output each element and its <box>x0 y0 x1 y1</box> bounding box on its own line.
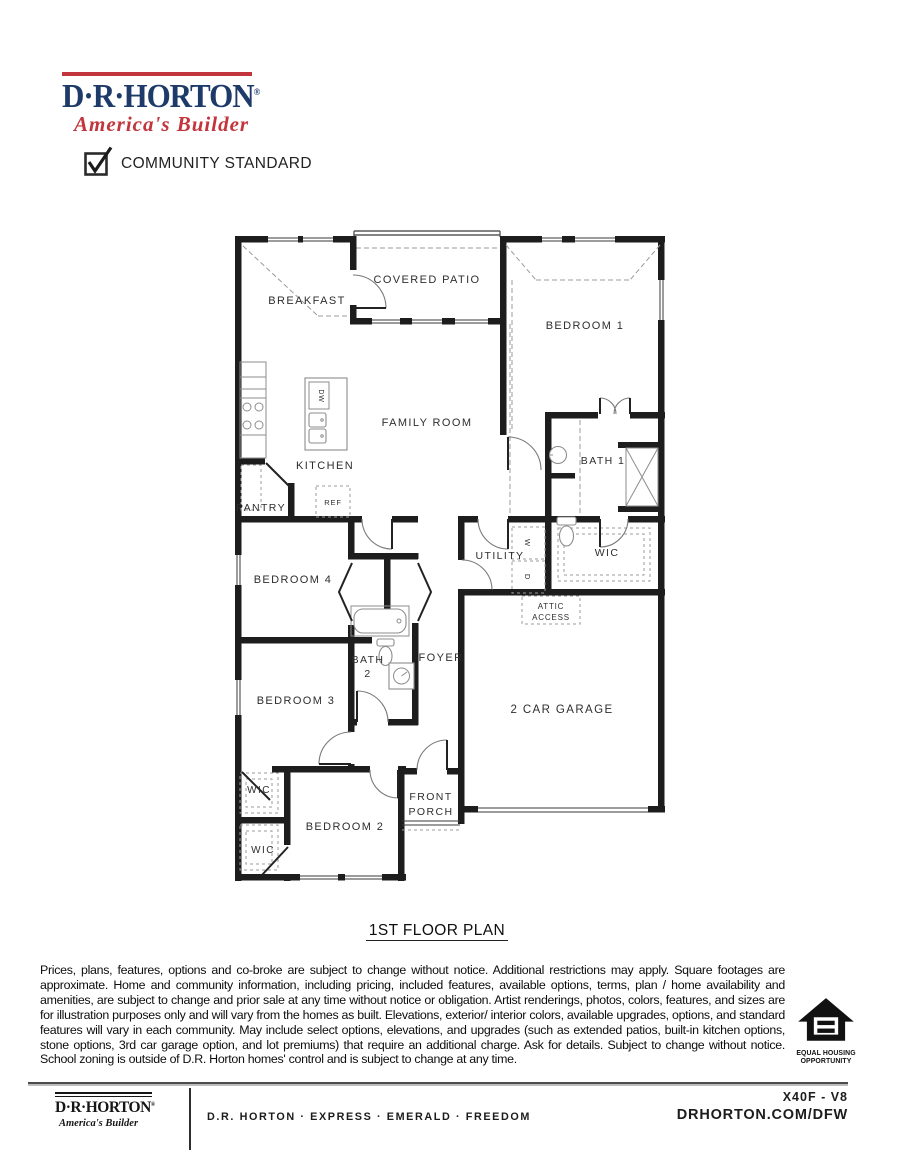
label-attic-access-1: ATTIC <box>537 602 565 611</box>
footer-logo-tagline: America's Builder <box>59 1118 139 1129</box>
checked-checkbox-icon <box>84 146 114 176</box>
room-label-utility: UTILITY <box>475 550 525 562</box>
equal-housing-caption-1: EQUAL HOUSING <box>796 1050 856 1057</box>
registered-mark: ® <box>253 86 261 98</box>
footer-drhorton-logo <box>55 1092 175 1129</box>
room-label-bath-1: BATH 1 <box>580 455 626 467</box>
bath2-fixtures <box>351 606 414 689</box>
room-label-covered-patio: COVERED PATIO <box>373 274 481 286</box>
room-label-bedroom-4: BEDROOM 4 <box>253 574 333 586</box>
community-standard-row <box>84 146 312 176</box>
room-label-bedroom-2: BEDROOM 2 <box>305 821 385 833</box>
footer-logo-line <box>55 1092 152 1094</box>
plan-title: 1ST FLOOR PLAN <box>0 922 874 940</box>
room-label-pantry: PANTRY <box>235 502 287 514</box>
room-label-front-porch-1: FRONT <box>409 791 453 803</box>
plan-code: X40F - V8 <box>782 1090 848 1104</box>
room-label-bath-2-line1: BATH <box>351 654 385 666</box>
room-label-wic-bottom: WIC <box>251 845 275 856</box>
label-washer: W <box>523 539 532 547</box>
porch-steps <box>402 821 460 830</box>
equal-housing-house-icon <box>793 993 859 1045</box>
room-label-wic-right: WIC <box>594 547 620 559</box>
kitchen-counter-stove <box>240 362 266 458</box>
room-label-bedroom-1: BEDROOM 1 <box>545 320 625 332</box>
label-ref: REF <box>324 498 342 507</box>
room-label-garage: 2 CAR GARAGE <box>510 704 614 716</box>
disclaimer-text: Prices, plans, features, options and co-broke are subject to change without notice. Additional restrictions may apply. Square footages are approximate. Home and community information, including pricing, included features, available options, terms, plan / home availability and amenities, are subject to change and prior sale at any time without notice or obligation. Artist renderings, photos, colors, features, and sizes are for illustration purposes only and will vary from the homes as built. Elevations, exterior/ interior colors, available upgrades, options, and standard features will vary in each community. May include select options, elevations, and upgrades (such as extended patios, built-in kitchen options, stone options, 3rd car garage option, and lot premiums) that require an additional charge. Ask for details. Subject to change without notice. School zoning is outside of D.R. Horton homes' control and is subject to change at any time. <box>40 963 785 1067</box>
label-attic-access-2: ACCESS <box>532 613 570 622</box>
label-dryer: D <box>523 573 532 581</box>
room-label-breakfast: BREAKFAST <box>268 295 346 307</box>
room-label-bath-2-line2: 2 <box>364 668 372 680</box>
footer-vertical-divider <box>189 1088 191 1150</box>
logo-red-rule <box>62 72 252 76</box>
kitchen-island <box>305 378 347 450</box>
garage-door <box>478 808 648 812</box>
label-dw: DW <box>317 389 324 403</box>
patio-outline <box>354 231 500 248</box>
logo-tagline: America's Builder <box>74 111 250 136</box>
footer-logo-line2 <box>55 1096 152 1097</box>
website-url: DRHORTON.COM/DFW <box>676 1107 848 1123</box>
room-label-bedroom-3: BEDROOM 3 <box>256 695 336 707</box>
room-label-kitchen: KITCHEN <box>295 460 355 472</box>
footer-brands-line: D.R. HORTON · EXPRESS · EMERALD · FREEDOM <box>207 1111 531 1123</box>
floor-plan <box>0 225 900 895</box>
footer-divider-rule <box>28 1082 848 1084</box>
footer-right-block <box>677 1090 848 1123</box>
community-standard-label: COMMUNITY STANDARD <box>121 155 312 172</box>
floor-plan-drawing <box>0 225 900 895</box>
drhorton-logo <box>62 72 261 137</box>
room-label-family-room: FAMILY ROOM <box>381 417 473 429</box>
equal-housing-logo <box>788 993 864 1066</box>
room-label-foyer: FOYER <box>418 652 464 664</box>
equal-housing-caption-2: OPPORTUNITY <box>800 1058 852 1065</box>
room-label-wic-left: WIC <box>247 785 271 796</box>
room-label-front-porch-2: PORCH <box>408 806 454 818</box>
footer-logo-wordmark: D·R·HORTON® <box>55 1099 155 1116</box>
logo-wordmark: D·R·HORTON® <box>62 76 261 115</box>
